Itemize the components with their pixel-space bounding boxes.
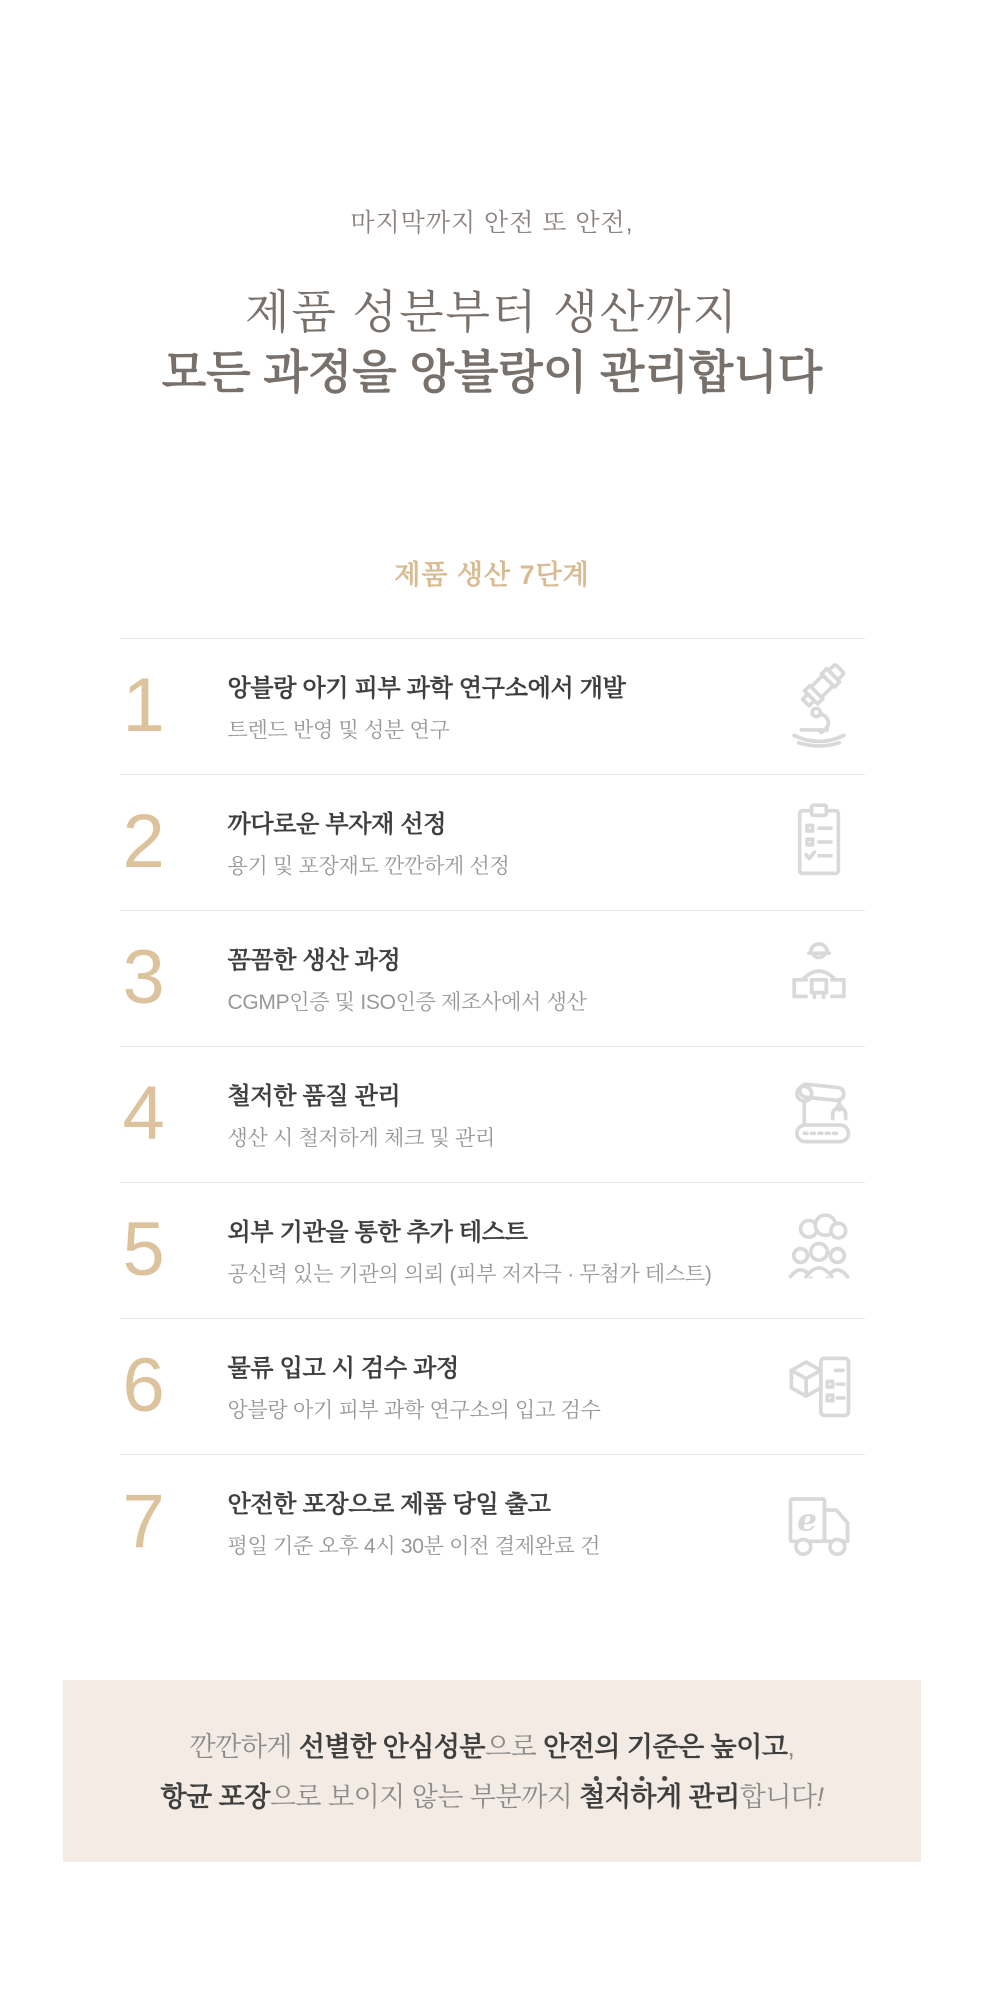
note-text: ! xyxy=(816,1781,824,1812)
step-number: 4 xyxy=(122,1071,165,1157)
step-description: 트렌드 반영 및 성분 연구 xyxy=(227,719,450,743)
step-description: 공신력 있는 기관의 의뢰 (피부 저자극 · 무첨가 테스트) xyxy=(227,1263,712,1287)
step-row-7 xyxy=(120,1454,865,1590)
box-checklist-icon xyxy=(773,1340,865,1432)
note-text: 깐깐하게 xyxy=(189,1731,299,1762)
step-description: 평일 기준 오후 4시 30분 이전 결제완료 건 xyxy=(227,1535,601,1559)
step-row-2 xyxy=(120,774,865,910)
step-title: 외부 기관을 통한 추가 테스트 xyxy=(227,1219,528,1247)
step-row-5 xyxy=(120,1182,865,1318)
note-text: , xyxy=(787,1731,795,1762)
note-text-emphasized: 철저하게 xyxy=(579,1781,682,1812)
people-group-icon xyxy=(773,1204,865,1296)
step-number: 2 xyxy=(122,799,165,885)
eyebrow-text: 마지막까지 안전 또 안전, xyxy=(350,209,634,237)
step-number: 5 xyxy=(122,1207,165,1293)
section-title: 제품 생산 7단계 xyxy=(394,559,590,590)
step-title: 물류 입고 시 검수 과정 xyxy=(227,1355,459,1383)
step-description: 용기 및 포장재도 깐깐하게 선정 xyxy=(227,855,510,879)
safety-note-line1 xyxy=(63,1722,921,1772)
production-steps-list xyxy=(120,638,865,1590)
delivery-truck-icon xyxy=(773,1476,865,1568)
note-text: 으로 보이지 않는 부분까지 xyxy=(269,1781,580,1812)
step-number: 6 xyxy=(122,1343,165,1429)
step-row-1 xyxy=(120,638,865,774)
note-text: 합니다 xyxy=(739,1781,817,1812)
step-title: 까다로운 부자재 선정 xyxy=(227,811,447,839)
svg-text:e: e xyxy=(796,1502,817,1539)
page-title-line1: 제품 성분부터 생산까지 xyxy=(245,286,739,338)
step-title: 꼼꼼한 생산 과정 xyxy=(227,947,401,975)
clipboard-checklist-icon xyxy=(773,796,865,888)
page-title xyxy=(0,281,984,403)
robotic-arm-icon xyxy=(773,1068,865,1160)
step-row-3 xyxy=(120,910,865,1046)
step-number: 1 xyxy=(122,663,165,749)
note-text: 으로 xyxy=(484,1731,544,1762)
step-description: 생산 시 철저하게 체크 및 관리 xyxy=(227,1127,496,1151)
step-number: 3 xyxy=(122,935,165,1021)
microscope-icon xyxy=(773,660,865,752)
step-title: 철저한 품질 관리 xyxy=(227,1083,401,1111)
safety-note-line2 xyxy=(63,1772,921,1822)
note-text-bold: 선별한 안심성분 xyxy=(298,1731,485,1762)
note-text-bold: 안전의 기준은 높이고 xyxy=(543,1731,788,1762)
safety-note-box xyxy=(63,1680,921,1862)
page-title-line2: 모든 과정을 앙블랑이 관리합니다 xyxy=(161,346,823,399)
step-row-6 xyxy=(120,1318,865,1454)
step-title: 안전한 포장으로 제품 당일 출고 xyxy=(227,1491,551,1519)
step-description: 앙블랑 아기 피부 과학 연구소의 입고 검수 xyxy=(227,1399,601,1423)
note-text-bold: 항균 포장 xyxy=(160,1781,270,1812)
note-text-bold: 관리 xyxy=(681,1781,740,1812)
factory-worker-icon xyxy=(773,932,865,1024)
step-description: CGMP인증 및 ISO인증 제조사에서 생산 xyxy=(227,991,587,1015)
step-row-4 xyxy=(120,1046,865,1182)
step-title: 앙블랑 아기 피부 과학 연구소에서 개발 xyxy=(227,675,626,703)
step-number: 7 xyxy=(122,1479,165,1565)
